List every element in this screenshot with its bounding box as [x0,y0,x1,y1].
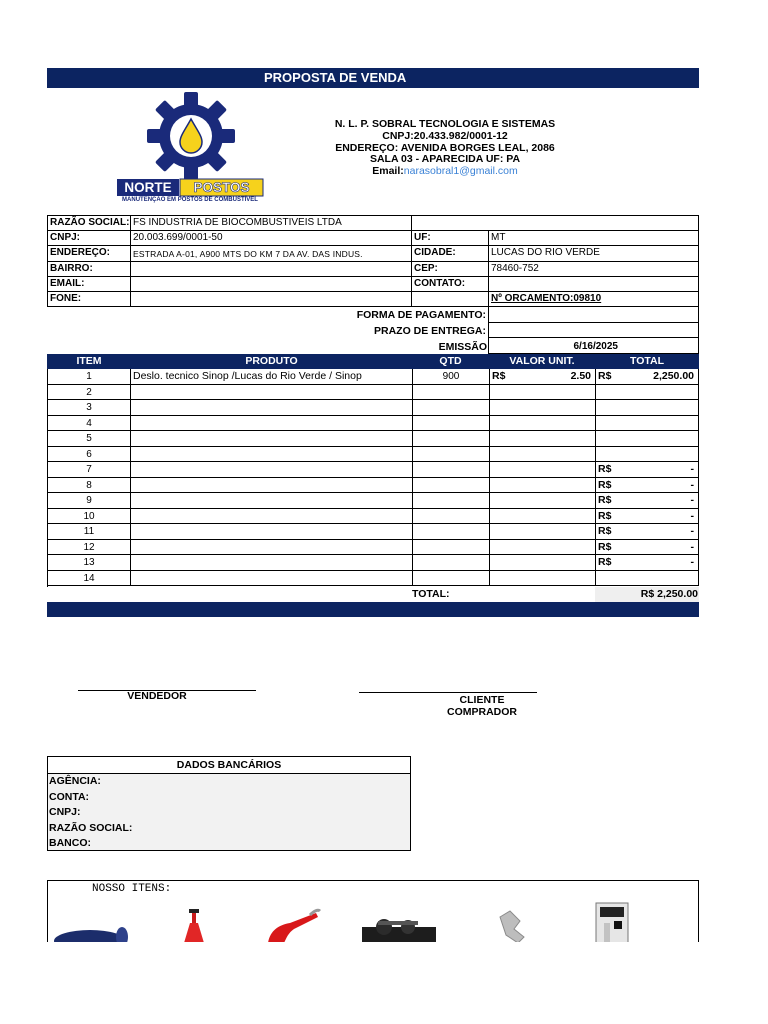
cell-item: 8 [48,478,131,494]
cell-unit-currency [490,524,520,540]
bank-banco: BANCO: [49,837,91,849]
cell-unit-value[interactable] [520,431,596,447]
cell-unit-currency [490,478,520,494]
table-footer-bar [47,602,699,617]
table-row [48,571,700,587]
fone-label: FONE: [47,291,131,307]
bairro-label: BAIRRO: [47,261,131,277]
table-row [48,369,700,385]
bairro-value[interactable] [130,261,412,277]
cell-item: 3 [48,400,131,416]
products-showcase-title: NOSSO ITENS: [92,883,172,895]
header-produto: PRODUTO [245,355,298,367]
cell-total-currency [596,416,626,432]
cell-unit-currency: R$ [490,369,520,385]
company-email-line [300,166,590,178]
company-address: ENDEREÇO: AVENIDA BORGES LEAL, 2086 [335,141,555,154]
table-row [48,447,700,463]
cep-label: CEP: [411,261,489,277]
cell-total-value: - [626,524,699,540]
cell-qtd[interactable] [413,416,490,432]
cell-total-currency: R$ [596,555,626,571]
cell-item: 11 [48,524,131,540]
cell-total-value: 2,250.00 [626,369,699,385]
products-images [48,881,699,942]
cell-unit-currency [490,555,520,571]
cell-qtd[interactable] [413,400,490,416]
table-row [48,540,700,556]
cell-item: 5 [48,431,131,447]
cell-item: 6 [48,447,131,463]
client-label [393,694,571,718]
table-row [48,555,700,571]
cell-total-currency: R$ [596,478,626,494]
cell-item: 1 [48,369,131,385]
cell-qtd[interactable] [413,540,490,556]
client-label-line2: COMPRADOR [447,706,517,718]
pagamento-label: FORMA DE PAGAMENTO: [356,309,486,321]
cell-total-value: - [626,462,699,478]
swivel-fitting-icon [500,911,524,942]
endereco-label: ENDEREÇO: [47,245,131,262]
uf-label: UF: [411,230,489,246]
company-email-label: Email: [372,165,404,178]
bank-cnpj: CNPJ: [49,806,81,818]
cell-unit-currency [490,462,520,478]
razao-extra [411,215,699,231]
cell-total-value: - [626,478,699,494]
contato-label: CONTATO: [411,276,489,292]
client-signature-line [359,692,537,693]
measure-can-icon [184,909,204,942]
cell-total-currency: R$ [596,524,626,540]
cell-total-currency [596,431,626,447]
cell-produto[interactable] [131,509,413,525]
cidade-label: CIDADE: [411,245,489,262]
cell-qtd[interactable] [413,493,490,509]
cnpj-label: CNPJ: [47,230,131,246]
prazo-label: PRAZO DE ENTREGA: [373,325,486,337]
cell-item: 10 [48,509,131,525]
header-total: TOTAL [629,355,665,367]
cell-total-currency [596,447,626,463]
fuel-nozzle-icon [268,910,320,942]
endereco-value[interactable]: ESTRADA A-01, A900 MTS DO KM 7 DA AV. DAS INDUS. [130,245,412,262]
bank-razao: RAZÃO SOCIAL: [49,821,133,834]
compressor-icon [362,919,436,942]
company-email[interactable]: narasobral1@gmail.com [403,165,518,178]
cell-item: 2 [48,385,131,401]
cell-unit-value[interactable] [520,524,596,540]
cell-unit-value[interactable] [520,509,596,525]
cell-item: 7 [48,462,131,478]
header-valor-unit: VALOR UNIT. [509,355,575,367]
cell-total-value [626,385,699,401]
company-logo [115,92,267,210]
cell-unit-currency [490,447,520,463]
cell-total-value [626,416,699,432]
cell-unit-currency [490,493,520,509]
bank-agencia: AGÊNCIA: [49,775,101,787]
cell-item: 4 [48,416,131,432]
cell-unit-currency [490,571,520,587]
cell-total-currency: R$ [596,493,626,509]
cell-produto[interactable] [131,493,413,509]
cell-produto[interactable] [131,524,413,540]
cell-qtd[interactable] [413,478,490,494]
razao-value[interactable]: FS INDUSTRIA DE BIOCOMBUSTIVEIS LTDA [130,215,412,231]
company-name: N. L. P. SOBRAL TECNOLOGIA E SISTEMAS [334,118,556,130]
cell-total-currency [596,385,626,401]
cell-total-value: - [626,555,699,571]
cell-item: 13 [48,555,131,571]
cell-qtd[interactable] [413,524,490,540]
document-title-bar [47,68,699,88]
total-label: TOTAL: [412,588,450,600]
grand-total: R$ 2,250.00 [595,587,699,602]
table-row [48,400,700,416]
cell-unit-value[interactable] [520,540,596,556]
cell-unit-currency [490,385,520,401]
cell-qtd[interactable] [413,555,490,571]
cell-produto[interactable] [131,400,413,416]
orcamento-number: Nº ORCAMENTO:09810 [488,291,699,307]
cell-qtd[interactable] [413,509,490,525]
table-row [48,524,700,540]
cell-total-currency [596,571,626,587]
cell-produto[interactable]: Deslo. tecnico Sinop /Lucas do Rio Verde / Sinop [131,369,413,385]
cell-unit-value[interactable] [520,416,596,432]
cell-unit-currency [490,509,520,525]
cell-total-currency: R$ [596,509,626,525]
cell-total-value [626,431,699,447]
email-value[interactable] [130,276,412,292]
cell-qtd[interactable] [413,431,490,447]
contato-value[interactable] [488,276,699,292]
cidade-value[interactable]: LUCAS DO RIO VERDE [488,245,699,262]
cell-unit-value[interactable] [520,555,596,571]
emissao-label: EMISSÃO [438,341,487,353]
cell-unit-currency [490,416,520,432]
cell-total-currency [596,400,626,416]
cell-produto[interactable] [131,540,413,556]
cell-total-value: - [626,540,699,556]
cell-produto[interactable] [131,571,413,587]
cell-total-currency: R$ [596,540,626,556]
cell-item: 14 [48,571,131,587]
logo-brand-left: NORTE [124,180,172,195]
cell-produto[interactable] [131,555,413,571]
cell-total-currency: R$ [596,462,626,478]
uf-value[interactable]: MT [488,230,699,246]
header-qtd: QTD [439,355,462,367]
cell-total-value [626,400,699,416]
cell-total-value: - [626,493,699,509]
cell-produto[interactable] [131,385,413,401]
cell-unit-value[interactable]: 2.50 [520,369,596,385]
company-info [300,119,590,178]
cell-item: 12 [48,540,131,556]
pagamento-value[interactable] [488,306,699,323]
cell-produto[interactable] [131,462,413,478]
document-title: PROPOSTA DE VENDA [264,70,407,85]
table-row [48,462,700,478]
table-row [48,478,700,494]
company-room: SALA 03 - APARECIDA UF: PA [369,153,521,166]
products-showcase [47,880,699,942]
cell-total-value: - [626,509,699,525]
cell-unit-currency [490,431,520,447]
bank-title: DADOS BANCÁRIOS [48,757,410,774]
table-row [48,493,700,509]
cell-unit-value[interactable] [520,571,596,587]
cell-unit-value[interactable] [520,478,596,494]
cell-unit-currency [490,400,520,416]
cell-qtd[interactable] [413,385,490,401]
cell-produto[interactable] [131,478,413,494]
cell-produto[interactable] [131,431,413,447]
emissao-value[interactable]: 6/16/2025 [488,337,699,354]
table-row [48,416,700,432]
filter-product-icon [54,927,128,942]
fone-extra [411,291,489,307]
cell-qtd[interactable] [413,462,490,478]
razao-label: RAZÃO SOCIAL: [47,215,131,231]
client-label-line1: CLIENTE [459,694,505,706]
cell-total-value [626,447,699,463]
table-row [48,385,700,401]
logo-brand-right: POSTOS [193,180,250,195]
items-table-body [47,369,699,587]
table-row [48,431,700,447]
fuel-dispenser-icon [596,903,628,942]
cell-produto[interactable] [131,447,413,463]
cell-total-value [626,571,699,587]
header-item: ITEM [76,355,102,367]
cell-unit-value[interactable] [520,400,596,416]
cell-unit-value[interactable] [520,493,596,509]
bank-conta: CONTA: [49,790,90,803]
cell-unit-currency [490,540,520,556]
email-label: EMAIL: [47,276,131,292]
cell-qtd[interactable] [413,571,490,587]
cell-unit-value[interactable] [520,462,596,478]
prazo-value[interactable] [488,322,699,338]
cell-unit-value[interactable] [520,447,596,463]
cnpj-value[interactable]: 20.003.699/0001-50 [130,230,412,246]
seller-label: VENDEDOR [127,690,187,702]
table-row [48,509,700,525]
cell-item: 9 [48,493,131,509]
bank-details [47,756,411,851]
cell-unit-value[interactable] [520,385,596,401]
cell-produto[interactable] [131,416,413,432]
logo-tagline: MANUTENÇÃO EM POSTOS DE COMBUSTÍVEL [122,197,258,203]
cell-qtd[interactable]: 900 [413,369,490,385]
fone-value[interactable] [130,291,412,307]
company-cnpj: CNPJ:20.433.982/0001-12 [382,129,508,142]
cell-qtd[interactable] [413,447,490,463]
cep-value[interactable]: 78460-752 [488,261,699,277]
cell-total-currency: R$ [596,369,626,385]
